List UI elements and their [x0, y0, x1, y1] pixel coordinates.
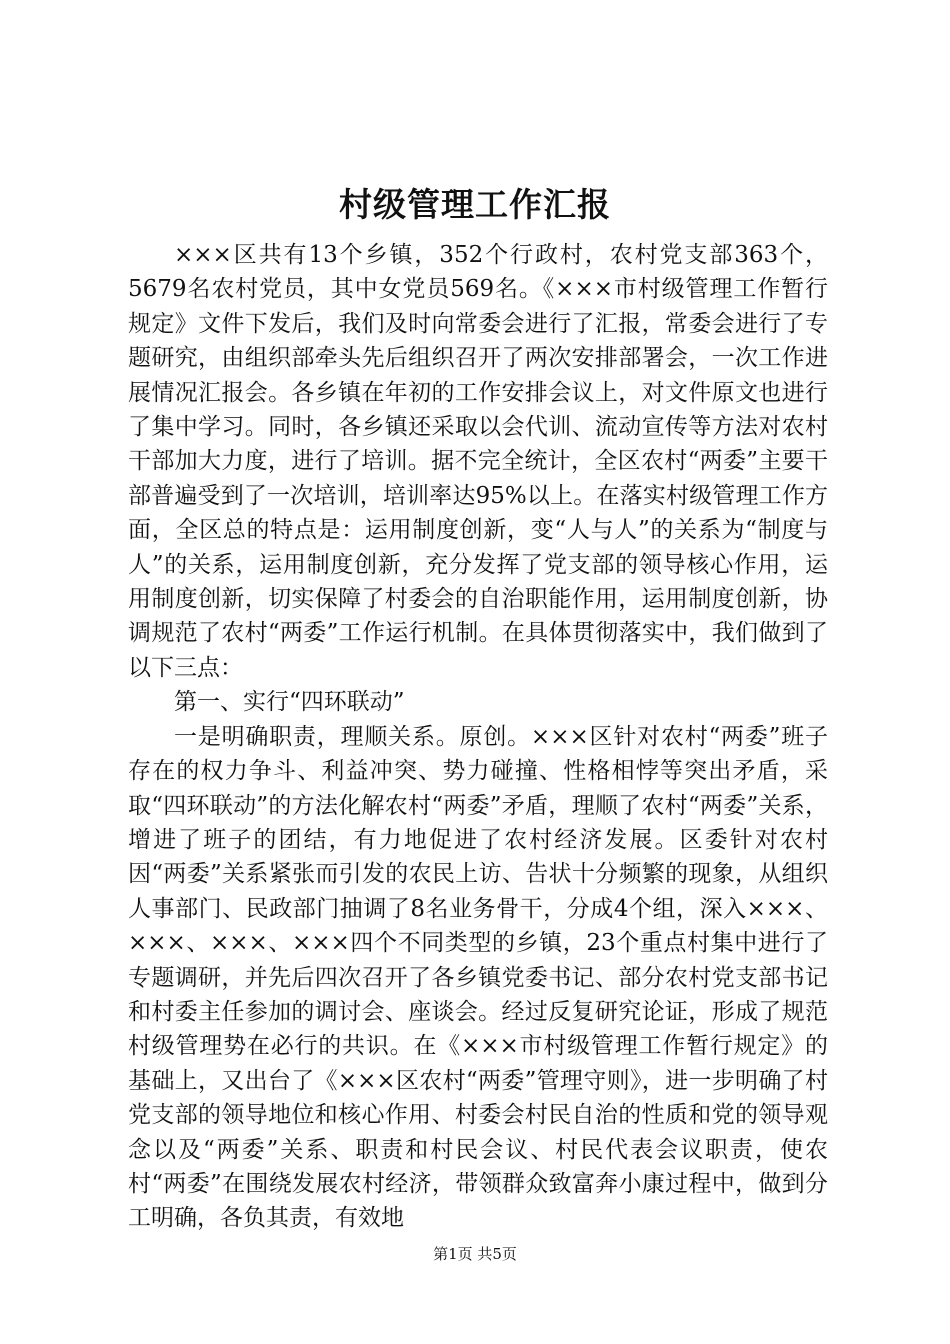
- intro-paragraph: ×××区共有13个乡镇，352个行政村，农村党支部363个，5679名农村党员，其中女党员569名。《×××市村级管理工作暂行规定》文件下发后，我们及时向常委会进行了汇报，常委会进行了专题研究，由组织部牵头先后组织召开了两次安排部署会，一次工作进展情况汇报会。各乡镇在年初的工作安排会议上，对文件原文也进行了集中学习。同时，各乡镇还采取以会代训、流动宣传等方法对农村干部加大力度，进行了培训。据不完全统计，全区农村“两委”主要干部普遍受到了一次培训，培训率达95%以上。在落实村级管理工作方面，全区总的特点是：运用制度创新，变“人与人”的关系为“制度与人”的关系，运用制度创新，充分发挥了党支部的领导核心作用，运用制度创新，切实保障了村委会的自治职能作用，运用制度创新，协调规范了农村“两委”工作运行机制。在具体贯彻落实中，我们做到了以下三点：: [128, 242, 828, 681]
- document-body: [128, 238, 828, 1236]
- section-heading: 第一、实行“四环联动”: [174, 689, 405, 716]
- page-footer: 第1页 共5页: [433, 1245, 517, 1263]
- body-paragraph: 一是明确职责，理顺关系。原创。×××区针对农村“两委”班子存在的权力争斗、利益冲突、势力碰撞、性格相悖等突出矛盾，采取“四环联动”的方法化解农村“两委”矛盾，理顺了农村“两委”关系，增进了班子的团结，有力地促进了农村经济发展。区委针对农村因“两委”关系紧张而引发的农民上访、告状十分频繁的现象，从组织人事部门、民政部门抽调了8名业务骨干，分成4个组，深入×××、×××、×××、×××四个不同类型的乡镇，23个重点村集中进行了专题调研，并先后四次召开了各乡镇党委书记、部分农村党支部书记和村委主任参加的调讨会、座谈会。经过反复研究论证，形成了规范村级管理势在必行的共识。在《×××市村级管理工作暂行规定》的基础上，又出台了《×××区农村“两委”管理守则》，进一步明确了村党支部的领导地位和核心作用、村委会村民自治的性质和党的领导观念以及“两委”关系、职责和村民会议、村民代表会议职责，使农村“两委”在围绕发展农村经济，带领群众致富奔小康过程中，做到分工明确，各负其责，有效地: [128, 723, 828, 1232]
- document-title: 村级管理工作汇报: [339, 185, 611, 224]
